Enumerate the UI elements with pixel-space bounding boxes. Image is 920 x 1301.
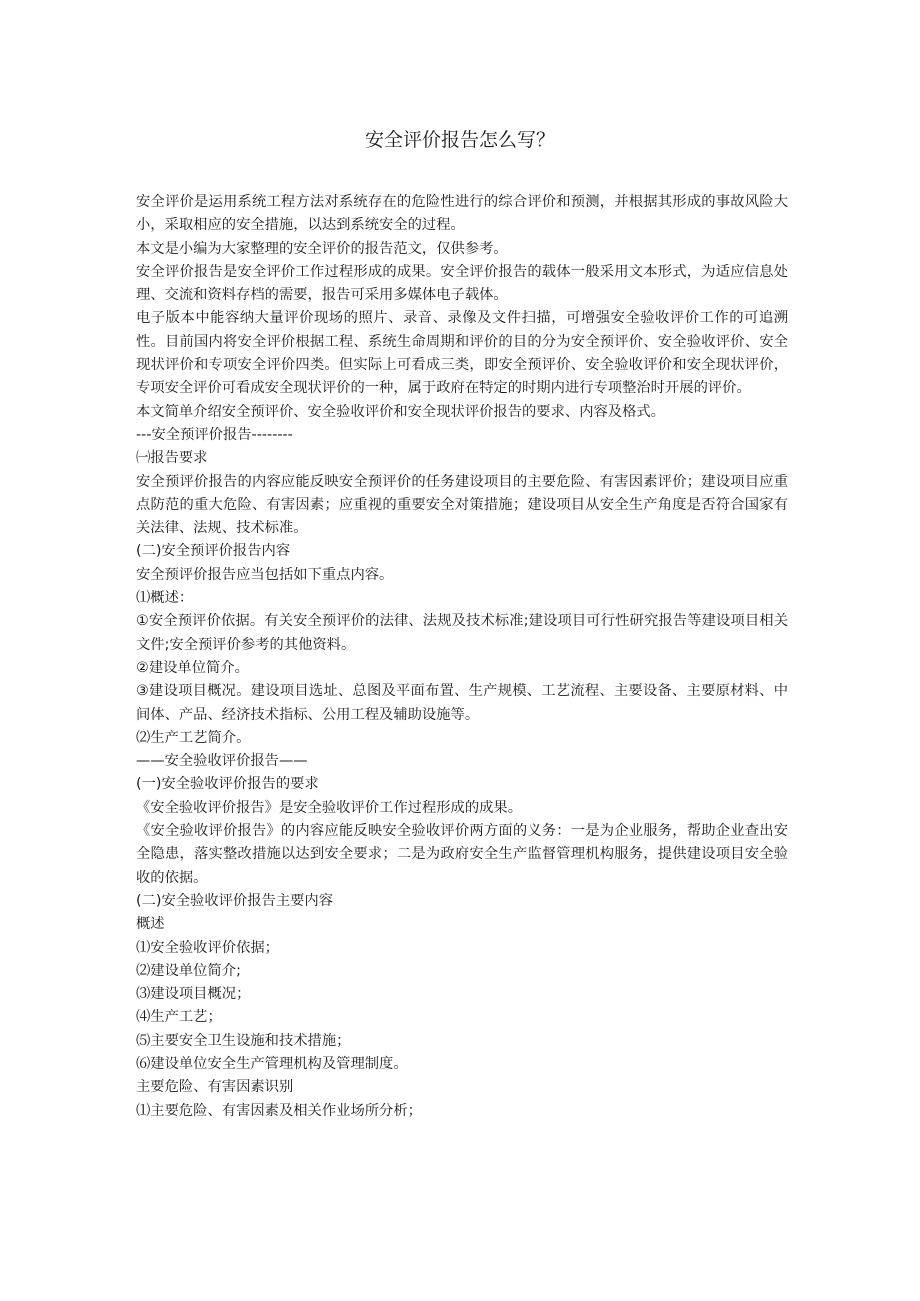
paragraph: 安全评价是运用系统工程方法对系统存在的危险性进行的综合评价和预测，并根据其形成的事故风险大小，采取相应的安全措施，以达到系统安全的过程。 xyxy=(136,194,788,234)
paragraph: 《安全验收评价报告》是安全验收评价工作过程形成的成果。 xyxy=(136,799,523,816)
paragraph: 本文简单介绍安全预评价、安全验收评价和安全现状评价报告的要求、内容及格式。 xyxy=(136,403,665,420)
list-item: ③建设项目概况。建设项目选址、总图及平面布置、生产规模、工艺流程、主要设备、主要原材料、中间体、产品、经济技术指标、公用工程及辅助设施等。 xyxy=(136,683,788,723)
section-heading: ——安全验收评价报告—— xyxy=(136,753,308,770)
list-item: ⑹建设单位安全生产管理机构及管理制度。 xyxy=(136,1055,408,1072)
list-item: ⑶建设项目概况； xyxy=(136,986,251,1003)
list-item: ⑴安全验收评价依据； xyxy=(136,939,279,956)
list-item: ⑵生产工艺简介。 xyxy=(136,729,251,746)
list-item: ⑷生产工艺； xyxy=(136,1009,222,1026)
list-item: ②建设单位简介。 xyxy=(136,659,249,676)
paragraph: 安全预评价报告的内容应能反映安全预评价的任务建设项目的主要危险、有害因素评价；建设项目应重点防范的重大危险、有害因素；应重视的重要安全对策措施；建设项目从安全生产角度是否符合国家有关法律、法规、技术标准。 xyxy=(136,473,788,537)
subsection-heading: ㈠报告要求 xyxy=(136,450,208,467)
paragraph: 电子版本中能容纳大量评价现场的照片、录音、录像及文件扫描，可增强安全验收评价工作的可追溯性。目前国内将安全评价根据工程、系统生命周期和评价的目的分为安全预评价、安全验收评价、安全现状评价和专项安全评价四类。但实际上可看成三类，即安全预评价、安全验收评价和安全现状评价，专项安全评价可看成安全现状评价的一种，属于政府在特定的时期内进行专项整治时开展的评价。 xyxy=(136,310,788,397)
paragraph: 本文是小编为大家整理的安全评价的报告范文，仅供参考。 xyxy=(136,240,508,257)
subsection-heading: (二)安全预评价报告内容 xyxy=(136,543,291,560)
list-item: ⑴主要危险、有害因素及相关作业场所分析； xyxy=(136,1102,422,1119)
subsection-heading: (一)安全验收评价报告的要求 xyxy=(136,776,319,793)
subsection-heading: (二)安全验收评价报告主要内容 xyxy=(136,892,334,909)
list-item: ⑴概述： xyxy=(136,590,194,607)
list-item: ⑵建设单位简介; xyxy=(136,962,241,979)
paragraph: 《安全验收评价报告》的内容应能反映安全验收评价两方面的义务：一是为企业服务，帮助企业查出安全隐患，落实整改措施以达到安全要求；二是为政府安全生产监督管理机构服务，提供建设项目安全验收的依据。 xyxy=(136,823,788,886)
paragraph: 安全预评价报告应当包括如下重点内容。 xyxy=(136,566,394,583)
paragraph: 主要危险、有害因素识别 xyxy=(136,1079,294,1096)
paragraph: 安全评价报告是安全评价工作过程形成的成果。安全评价报告的载体一般采用文本形式，为适应信息处理、交流和资料存档的需要，报告可采用多媒体电子载体。 xyxy=(136,263,788,304)
document-body xyxy=(136,191,788,1123)
document-title: 安全评价报告怎么写？ xyxy=(364,129,555,151)
section-heading: ---安全预评价报告-------- xyxy=(136,426,293,443)
list-item: ⑸主要安全卫生设施和技术措施； xyxy=(136,1032,351,1049)
paragraph: 概述 xyxy=(136,916,165,933)
list-item: ①安全预评价依据。有关安全预评价的法律、法规及技术标准;建设项目可行性研究报告等建设项目相关文件;安全预评价参考的其他资料。 xyxy=(136,613,788,653)
